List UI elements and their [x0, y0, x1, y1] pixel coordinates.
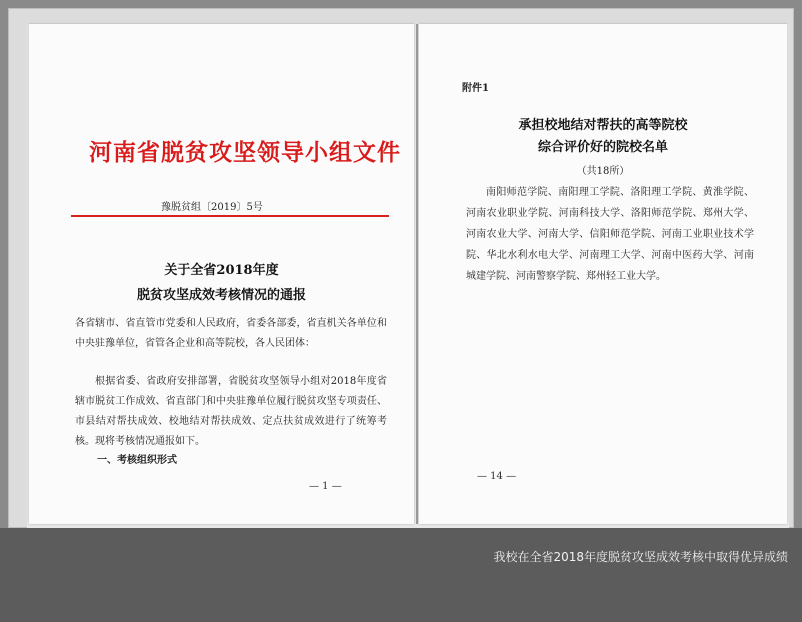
left-page: [29, 24, 414, 524]
red-divider: [71, 215, 389, 217]
annex-label: 附件1: [462, 83, 489, 94]
page-gutter: [416, 24, 418, 524]
image-frame: [8, 8, 794, 528]
document-header-title: 河南省脱贫攻坚领导小组文件: [89, 139, 401, 166]
recipients-paragraph: 各省辖市、省直管市党委和人民政府，省委各部委，省直机关各单位和中央驻豫单位，省管各企业和高等院校，各人民团体：: [75, 318, 387, 349]
right-page: [419, 24, 787, 524]
caption-text: 我校在全省2018年度脱贫攻坚成效考核中取得优异成绩: [493, 550, 788, 564]
section-heading: 一、考核组织形式: [97, 455, 177, 466]
annex-title-line-1: 承担校地结对帮扶的高等院校: [518, 118, 688, 133]
annex-title-line-2: 综合评价好的院校名单: [537, 140, 668, 155]
caption-bar: [0, 528, 802, 622]
notice-title-line-1: 关于全省2018年度: [164, 263, 279, 278]
body-paragraph: 根据省委、省政府安排部署，省脱贫攻坚领导小组对2018年度省辖市脱贫工作成效、省直部门和中央驻豫单位履行脱贫攻坚专项责任、市县结对帮扶成效、校地结对帮扶成效、定点扶贫成效进行了统筹考核。现将考核情况通报如下。: [75, 376, 387, 447]
school-count: （共18所）: [576, 166, 630, 177]
page-number-left: — 1 —: [309, 481, 342, 492]
document-scan: [27, 24, 789, 529]
page-number-right: — 14 —: [477, 471, 517, 482]
document-number: 豫脱贫组〔2019〕5号: [161, 202, 263, 213]
school-list: 南阳师范学院、南阳理工学院、洛阳理工学院、黄淮学院、河南农业职业学院、河南科技大学、洛阳师范学院、郑州大学、河南农业大学、河南大学、信阳师范学院、河南工业职业技术学院、华北水利水电大学、河南理工大学、河南中医药大学、河南城建学院、河南警察学院、郑州轻工业大学。: [466, 187, 754, 282]
notice-title-line-2: 脱贫攻坚成效考核情况的通报: [136, 288, 306, 303]
